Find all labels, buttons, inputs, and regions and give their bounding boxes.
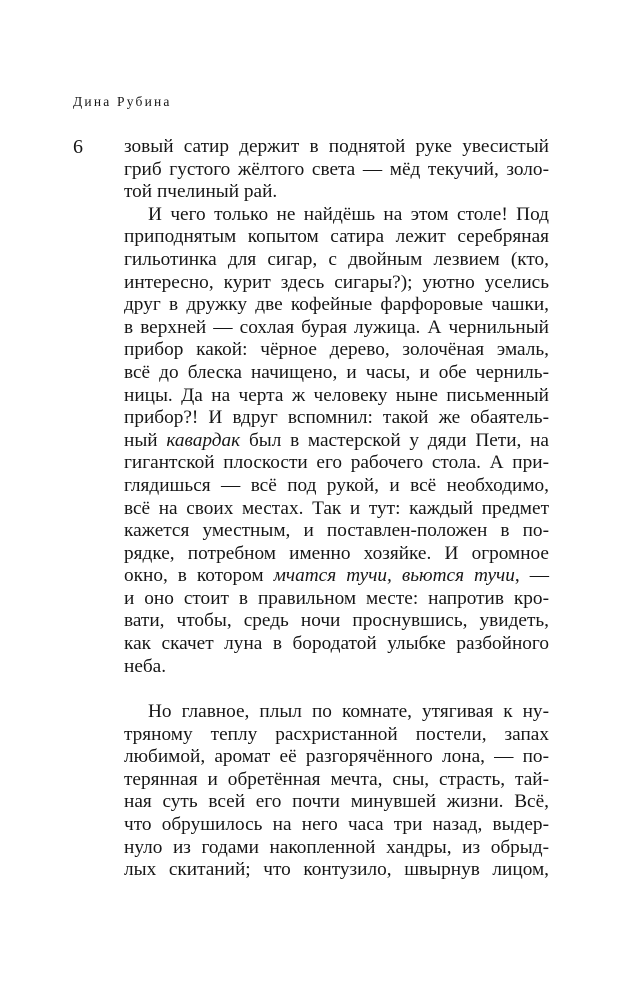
text-line — [124, 159, 549, 182]
text-line — [124, 543, 549, 566]
text-run: , — — [514, 565, 549, 587]
text-run: лых скитаний; что контузило, швырнув лицом, — [124, 859, 549, 881]
text-line — [124, 791, 549, 814]
text-run: зовый сатир держит в поднятой руке увесистый — [124, 136, 549, 157]
text-run: друг в дружку две кофейные фарфоровые чашки, — [124, 294, 549, 316]
text-line — [124, 294, 549, 317]
text-run: терянная и обретённая мечта, сны, страсть, тай- — [124, 768, 549, 790]
page-number: 6 — [73, 136, 83, 158]
text-line — [124, 814, 549, 837]
paragraph — [124, 136, 549, 204]
text-run: окно, в котором — [124, 565, 274, 587]
text-run: ницы. Да на черта ж человеку ныне письменный — [124, 384, 549, 406]
text-line — [124, 136, 549, 159]
text-run: кажется уместным, и поставлен-положен в по- — [124, 520, 549, 542]
text-line — [124, 226, 549, 249]
running-head-author: Дина Рубина — [73, 94, 172, 109]
text-run: тряному теплу расхристанной постели, запах — [124, 723, 549, 745]
text-run: прибор какой: чёрное дерево, золочёная эмаль, — [124, 339, 549, 361]
italic-text: мчатся тучи, вьются тучи — [273, 565, 515, 587]
text-line — [124, 475, 549, 498]
text-run: всё до блеска начищено, и часы, и обе черниль- — [124, 361, 549, 383]
italic-text: кавардак — [166, 429, 241, 451]
text-run: ная суть всей его почти минувшей жизни. Всё, — [124, 791, 549, 813]
text-run: гриб густого жёлтого света — мёд текучий, золо- — [124, 158, 549, 180]
text-line — [124, 362, 549, 385]
text-line — [124, 385, 549, 408]
text-line — [124, 520, 549, 543]
text-run: той пчелиный рай. — [124, 181, 278, 203]
text-run: и оно стоит в правильном месте: напротив кро- — [124, 587, 549, 609]
text-run: гильотинка для сигар, с двойным лезвием (кто, — [124, 248, 549, 270]
text-run: глядишься — всё под рукой, и всё необходимо, — [124, 474, 549, 496]
text-run: прибор?! И вдруг вспомнил: такой же обаятель- — [124, 407, 549, 429]
text-line — [124, 317, 549, 340]
text-block-bottom — [124, 701, 549, 882]
paragraph — [124, 701, 549, 882]
text-run: неба. — [124, 655, 167, 677]
text-run: в верхней — сохлая бурая лужица. А чернильный — [124, 316, 549, 338]
text-line — [124, 249, 549, 272]
text-line — [124, 430, 549, 453]
text-line — [124, 724, 549, 747]
text-run: как скачет луна в бородатой улыбке разбойного — [124, 633, 549, 655]
text-line — [124, 272, 549, 295]
text-line — [124, 204, 549, 227]
text-line — [124, 565, 549, 588]
text-run: Но главное, плыл по комнате, утягивая к ну- — [148, 701, 549, 722]
text-run: И чего только не найдёшь на этом столе! Под — [148, 203, 549, 225]
text-run: интересно, курит здесь сигары?); уютно уселись — [124, 271, 549, 293]
text-line — [124, 769, 549, 792]
text-line — [124, 633, 549, 656]
text-line — [124, 498, 549, 521]
text-run: приподнятым копытом сатира лежит серебряная — [124, 226, 549, 248]
text-run: любимой, аромат её разгорячённого лона, — по- — [124, 746, 549, 768]
text-line — [124, 407, 549, 430]
text-run: рядке, потребном именно хозяйке. И огромное — [124, 542, 549, 564]
text-block-top — [124, 136, 549, 678]
paragraph — [124, 204, 549, 678]
text-line — [124, 837, 549, 860]
text-run: что обрушилось на него часа три назад, выдер- — [124, 813, 549, 835]
text-line — [124, 610, 549, 633]
text-line — [124, 859, 549, 882]
text-run: нуло из годами накопленной хандры, из обрыд- — [124, 836, 549, 858]
text-run: ный — [124, 429, 167, 451]
text-run: вати, чтобы, средь ночи проснувшись, увидеть, — [124, 610, 549, 632]
text-run: гигантской плоскости его рабочего стола. А при- — [124, 452, 549, 474]
text-line — [124, 656, 549, 679]
text-line — [124, 746, 549, 769]
text-line — [124, 701, 549, 724]
text-line — [124, 181, 549, 204]
text-line — [124, 452, 549, 475]
text-line — [124, 588, 549, 611]
text-run: был в мастерской у дяди Пети, на — [240, 429, 549, 451]
text-line — [124, 339, 549, 362]
text-run: всё на своих местах. Так и тут: каждый предмет — [124, 497, 549, 519]
